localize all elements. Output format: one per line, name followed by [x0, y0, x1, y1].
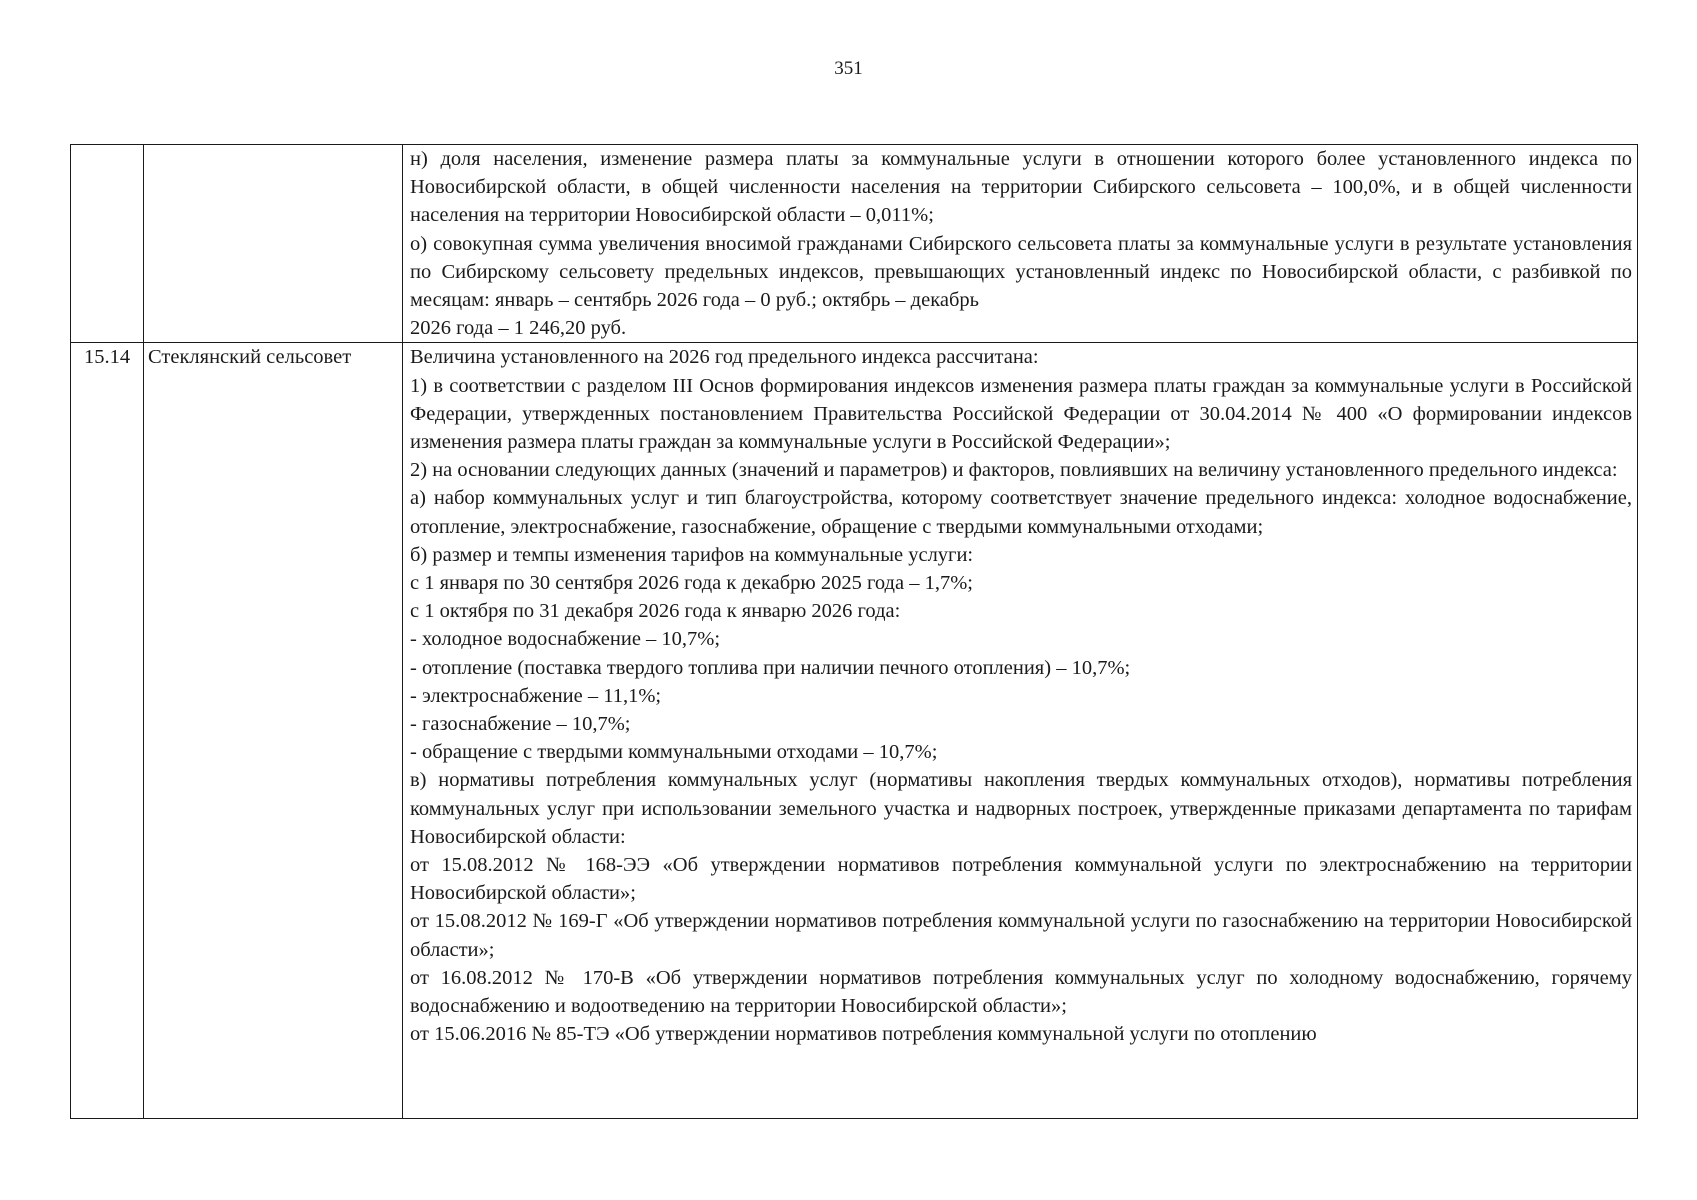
paragraph: в) нормативы потребления коммунальных услуг (нормативы накопления твердых коммунальных отходов), нормативы потребления коммунальных услуг при использовании земельного участка и надворных построек, утвержденные приказами департамента по тарифам Новосибирской области: — [410, 769, 1632, 848]
paragraph: н) доля населения, изменение размера платы за коммунальные услуги в отношении которого более установленного индекса по Новосибирской области, в общей численности населения на территории Сибирского сельсовета – 100,0%, и в общей численности населения на территории Новосибирской области – 0,011%; — [410, 148, 1632, 227]
description-cell — [403, 343, 1638, 1119]
paragraph: от 15.08.2012 № 168-ЭЭ «Об утверждении нормативов потребления коммунальной услуги по электроснабжению на территории Новосибирской области»; — [410, 854, 1632, 905]
table-row — [71, 145, 1638, 343]
paragraph: б) размер и темпы изменения тарифов на коммунальные услуги: — [410, 543, 974, 566]
paragraph: 1) в соответствии с разделом III Основ формирования индексов изменения размера платы граждан за коммунальные услуги в Российской Федерации, утвержденных постановлением Правительства Российской Федерации от 30.04.2014 № 400 «О формировании индексов изменения размера платы граждан за коммунальные услуги в Российской Федерации»; — [410, 374, 1632, 454]
row-number-cell: 15.14 — [71, 343, 144, 1119]
document-table — [70, 144, 1638, 1119]
description-cell — [403, 145, 1638, 343]
paragraph: от 15.06.2016 № 85-ТЭ «Об утверждении нормативов потребления коммунальной услуги по отоплению — [410, 1023, 1317, 1046]
table-row — [71, 343, 1638, 1119]
page-number: 351 — [834, 58, 863, 79]
paragraph: а) набор коммунальных услуг и тип благоустройства, которому соответствует значение предельного индекса: холодное водоснабжение, отопление, электроснабжение, газоснабжение, обращение с твердыми коммунальными отходами; — [410, 487, 1632, 538]
paragraph: с 1 октября по 31 декабря 2026 года к январю 2026 года: — [410, 600, 901, 623]
paragraph: Величина установленного на 2026 год предельного индекса рассчитана: — [410, 346, 1039, 369]
paragraph: о) совокупная сумма увеличения вносимой гражданами Сибирского сельсовета платы за коммунальные услуги в результате установления по Сибирскому сельсовету предельных индексов, превышающих установленный индекс по Новосибирской области, с разбивкой по месяцам: январь – сентябрь 2026 года – 0 руб.; октябрь – декабрь — [410, 232, 1632, 312]
municipality-name-cell: Стеклянский сельсовет — [144, 343, 403, 1119]
paragraph: - холодное водоснабжение – 10,7%; — [410, 628, 721, 651]
municipality-name-cell — [144, 145, 403, 343]
paragraph: - газоснабжение – 10,7%; — [410, 713, 631, 736]
paragraph: - отопление (поставка твердого топлива при наличии печного отопления) – 10,7%; — [410, 656, 1131, 679]
paragraph: от 16.08.2012 № 170-В «Об утверждении нормативов потребления коммунальных услуг по холодному водоснабжению, горячему водоснабжению и водоотведению на территории Новосибирской области»; — [410, 966, 1632, 1018]
paragraph: с 1 января по 30 сентября 2026 года к декабрю 2025 года – 1,7%; — [410, 572, 973, 595]
paragraph: 2026 года – 1 246,20 руб. — [410, 317, 627, 340]
paragraph: 2) на основании следующих данных (значений и параметров) и факторов, повлиявших на величину установленного предельного индекса: — [410, 459, 1618, 482]
row-number-cell — [71, 145, 144, 343]
paragraph: - электроснабжение – 11,1%; — [410, 684, 662, 707]
paragraph: от 15.08.2012 № 169-Г «Об утверждении нормативов потребления коммунальной услуги по газоснабжению на территории Новосибирской области»; — [410, 910, 1632, 961]
paragraph: - обращение с твердыми коммунальными отходами – 10,7%; — [410, 741, 938, 764]
